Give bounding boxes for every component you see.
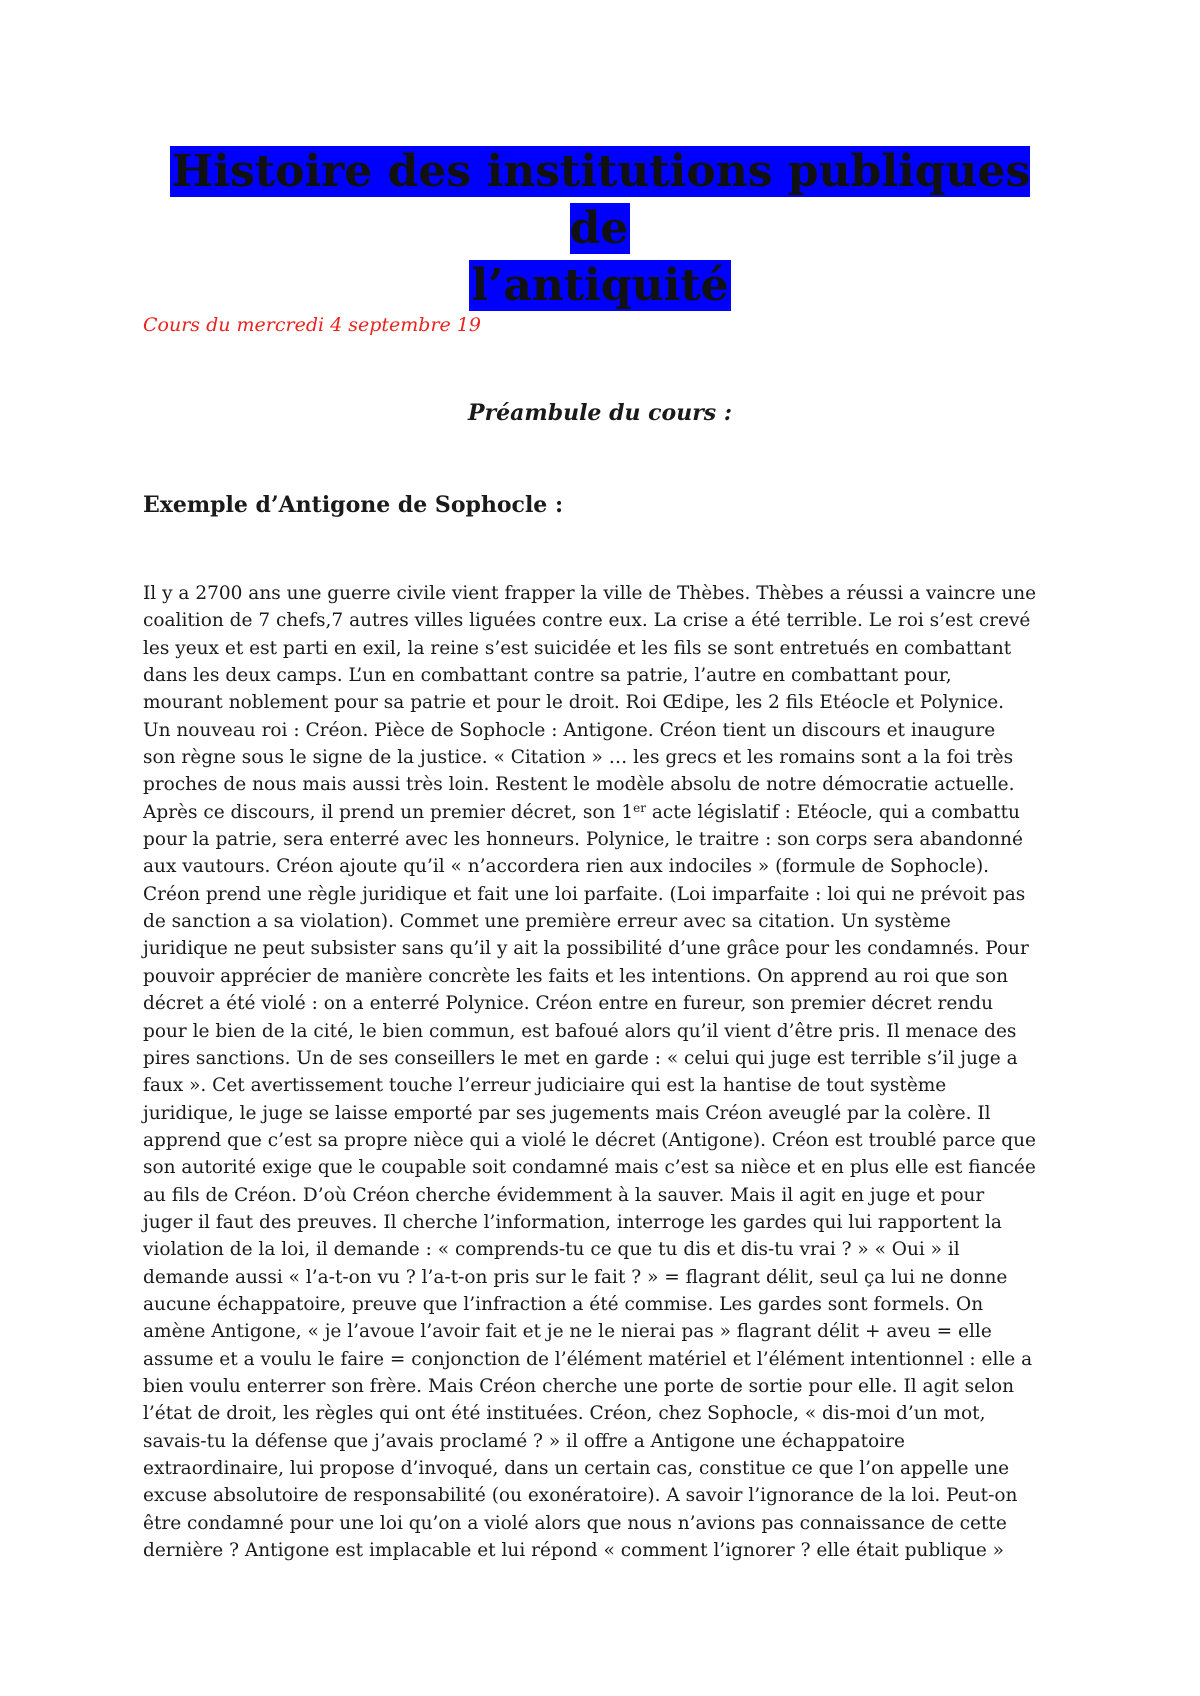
body-line: faux ». Cet avertissement touche l’erreur judiciaire qui est la hantise de tout système [143,1075,947,1097]
body-line: apprend que c’est sa propre nièce qui a violé le décret (Antigone). Créon est troublé parce que [143,1129,1036,1151]
body-paragraph [143,580,1058,1564]
preamble-heading: Préambule du cours : [468,400,732,426]
body-line: savais-tu la défense que j’avais proclamé ? » il offre a Antigone une échappatoire [143,1430,905,1452]
body-line: pour le bien de la cité, le bien commun, est bafoué alors qu’il vient d’être pris. Il menace des [143,1020,1017,1042]
body-line: coalition de 7 chefs,7 autres villes liguées contre eux. La crise a été terrible. Le roi s’est crevé [143,610,1031,632]
title-line-2: l’antiquité [471,260,729,311]
body-line: l’état de droit, les règles qui ont été instituées. Créon, chez Sophocle, « dis-moi d’un mot, [143,1403,986,1425]
body-line: juger il faut des preuves. Il cherche l’information, interroge les gardes qui lui rapportent la [143,1211,1002,1233]
body-line: violation de la loi, il demande : « comprends-tu ce que tu dis et dis-tu vrai ? » « Oui » il [143,1239,960,1261]
body-line: extraordinaire, lui propose d’invoqué, dans un certain cas, constitue ce que l’on appelle une [143,1458,1010,1479]
body-line: au fils de Créon. D’où Créon cherche évidemment à la sauver. Mais il agit en juge et pour [143,1184,985,1206]
body-line: être condamné pour une loi qu’on a violé alors que nous n’avions pas connaissance de cette [143,1512,1007,1534]
body-line: décret a été violé : on a enterré Polynice. Créon entre en fureur, son premier décret rendu [143,993,994,1015]
body-line: Créon prend une règle juridique et fait une loi parfaite. (Loi imparfaite : loi qui ne prévoit pas [143,883,1026,905]
body-line: dans les deux camps. L’un en combattant contre sa patrie, l’autre en combattant pour, [143,665,952,687]
body-line: son règne sous le signe de la justice. « Citation » … les grecs et les romains sont a la foi très [143,747,1014,769]
body-line: juridique ne peut subsister sans qu’il y ait la possibilité d’une grâce pour les condamnés. Pour [143,938,1029,960]
body-line: mourant noblement pour sa patrie et pour le droit. Roi Œdipe, les 2 fils Etéocle et Polynice. [143,692,1005,714]
body-line: son autorité exige que le coupable soit condamné mais c’est sa nièce et en plus elle est fiancée [143,1157,1036,1179]
body-line: Il y a 2700 ans une guerre civile vient frapper la ville de Thèbes. Thèbes a réussi a vaincre une [143,583,1037,604]
body-line: aux vautours. Créon ajoute qu’il « n’accordera rien aux indociles » (formule de Sophocle). [143,856,990,878]
body-line: les yeux et est parti en exil, la reine s’est suicidée et les fils se sont entretués en combattant [143,637,1012,659]
body-line: pouvoir apprécier de manière concrète les faits et les intentions. On apprend au roi que son [143,965,1009,987]
body-line [143,799,1058,826]
title-line-1: Histoire des institutions publiques de [171,146,1031,254]
body-line: excuse absolutoire de responsabilité (ou exonératoire). A savoir l’ignorance de la loi. Peut-on [143,1485,1018,1507]
body-line: dernière ? Antigone est implacable et lui répond « comment l’ignorer ? elle était publique » [143,1540,1004,1562]
ordinal-superscript: er [633,800,646,815]
course-date: Cours du mercredi 4 septembre 19 [143,314,482,336]
body-line-text: acte législatif : Etéocle, qui a combattu [645,801,1020,823]
body-line: proches de nous mais aussi très loin. Restent le modèle absolu de notre démocratie actuelle. [143,774,1015,796]
body-line-text: Après ce discours, il prend un premier décret, son 1 [143,801,634,823]
body-line: assume et a voulu le faire = conjonction de l’élément matériel et l’élément intentionnel : elle a [143,1348,1033,1370]
section-heading: Exemple d’Antigone de Sophocle : [143,492,564,518]
body-line: bien voulu enterrer son frère. Mais Créon cherche une porte de sortie pour elle. Il agit selon [143,1375,1015,1397]
body-line: pires sanctions. Un de ses conseillers le met en garde : « celui qui juge est terrible s’il juge a [143,1047,1018,1069]
body-line: de sanction a sa violation). Commet une première erreur avec sa citation. Un système [143,911,951,933]
body-line: pour la patrie, sera enterré avec les honneurs. Polynice, le traitre : son corps sera abandonné [143,829,1023,851]
body-line: amène Antigone, « je l’avoue l’avoir fait et je ne le nierai pas » flagrant délit + aveu = elle [143,1321,992,1343]
body-line: demande aussi « l’a-t-on vu ? l’a-t-on pris sur le fait ? » = flagrant délit, seul ça lui ne donne [143,1266,1008,1288]
body-line: Un nouveau roi : Créon. Pièce de Sophocle : Antigone. Créon tient un discours et inaugure [143,719,996,741]
document-title [140,143,1060,314]
body-line: aucune échappatoire, preuve que l’infraction a été commise. Les gardes sont formels. On [143,1293,984,1315]
body-line: juridique, le juge se laisse emporté par ses jugements mais Créon aveuglé par la colère. Il [143,1102,991,1124]
